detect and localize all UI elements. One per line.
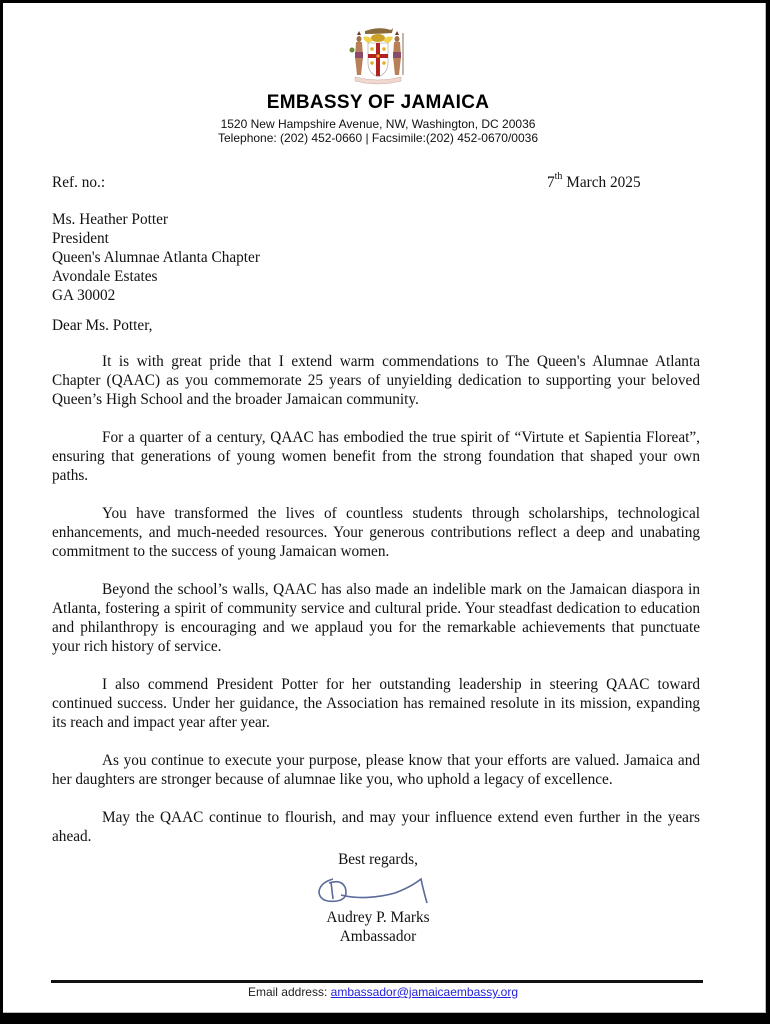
letterhead-address: 1520 New Hampshire Avenue, NW, Washington, DC 20036 [220,117,536,131]
recipient-title: President [52,230,109,247]
body-paragraph: I also commend President Potter for her outstanding leadership in steering QAAC toward continued success. Under her guidance, the Association has remained resolute in its mission, expanding its reach and impact year after year. [52,676,700,731]
body-paragraph: You have transformed the lives of countless students through scholarships, technological enhancements, and much-needed resources. Your generous contributions reflect a deep and unabating commitment to the success of young Jamaican women. [52,505,700,560]
footer-divider [51,980,703,983]
date-day: 7 [547,174,555,191]
signer-name: Audrey P. Marks [326,909,430,926]
date-month-year: March 2025 [562,174,641,191]
body-paragraph: May the QAAC continue to flourish, and may your influence extend even further in the years ahead. [52,809,700,845]
body-paragraph: As you continue to execute your purpose, please know that your efforts are valued. Jamaica and her daughters are stronger because of alumnae like you, who uphold a legacy of excellence. [52,752,700,788]
recipient-address-block [52,210,260,305]
salutation: Dear Ms. Potter, [52,317,153,334]
body-paragraph: Beyond the school’s walls, QAAC has also made an indelible mark on the Jamaican diaspora in Atlanta, fostering a spirit of community service and cultural pride. Your steadfast dedication to education and philanthropy is encouraging and we applaud you for the remarkable achievements that punctuate your rich history of service. [52,581,700,655]
organization-name: EMBASSY OF JAMAICA [266,92,490,113]
letter-body [52,352,700,865]
coat-of-arms-icon [343,25,413,87]
date-suffix: th [554,171,563,182]
recipient-name: Ms. Heather Potter [52,211,168,228]
valediction: Best regards, [338,851,418,868]
recipient-city: Avondale Estates [52,268,158,285]
body-paragraph: For a quarter of a century, QAAC has embodied the true spirit of “Virtute et Sapientia Floreat”, ensuring that generations of young women benefit from the strong foundation that shaped your own paths. [52,429,700,484]
signer-title: Ambassador [339,928,417,945]
footer-contact [3,985,763,999]
letter-page [3,3,766,1013]
body-paragraph: It is with great pride that I extend warm commendations to The Queen's Alumnae Atlanta Chapter (QAAC) as you commemorate 25 years of unyielding dedication to supporting your beloved Queen’s High School and the broader Jamaican community. [52,353,700,408]
signature-icon [315,869,440,911]
recipient-organization: Queen's Alumnae Atlanta Chapter [52,249,260,266]
reference-number-label: Ref. no.: [52,174,106,191]
recipient-state-zip: GA 30002 [52,287,116,304]
email-label: Email address: [247,985,331,999]
letterhead-contact: Telephone: (202) 452-0660 | Facsimile:(202) 452-0670/0036 [218,131,538,145]
email-link[interactable]: ambassador@jamaicaembassy.org [330,985,519,999]
letter-date [547,173,641,192]
